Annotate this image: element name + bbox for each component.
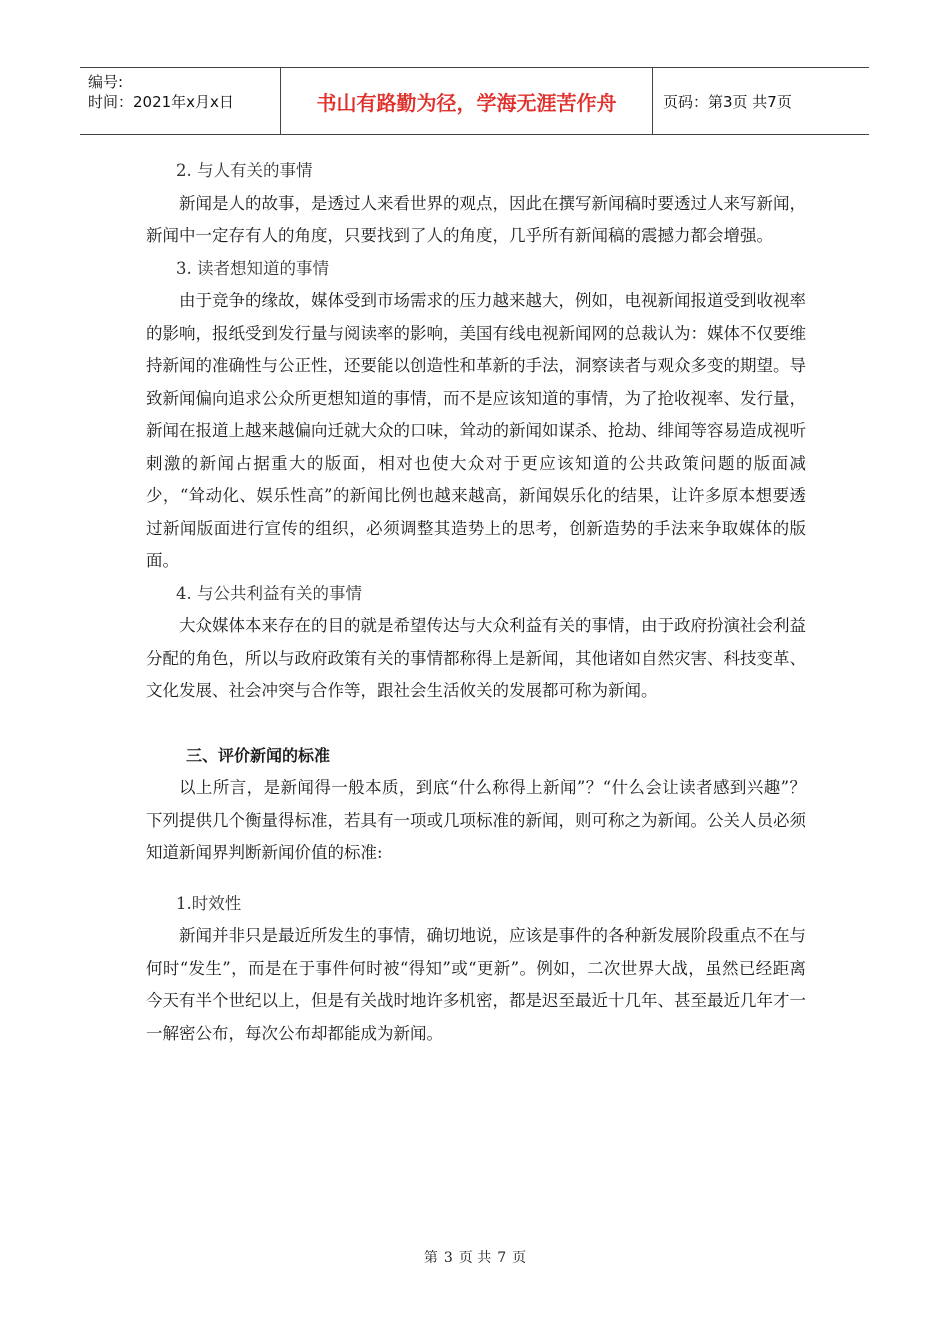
document-body xyxy=(146,155,806,1050)
footer-total-pages: 7 xyxy=(497,1250,507,1266)
list-item-2: 2. 与人有关的事情 xyxy=(176,161,313,180)
paragraph: 以上所言，是新闻得一般本质，到底“什么称得上新闻”？“什么会让读者感到兴趣”？下列提供几个衡量得标准，若具有一项或几项标准的新闻，则可称之为新闻。公关人员必须知道新闻界判断新闻价值的标准: xyxy=(146,778,806,862)
page-header xyxy=(80,67,869,135)
list-item-3: 3. 读者想知道的事情 xyxy=(176,258,329,278)
footer-prefix: 第 xyxy=(423,1250,438,1266)
list-item-timeliness: 1.时效性 xyxy=(176,893,242,913)
spacer xyxy=(146,870,806,888)
page-footer xyxy=(0,1247,950,1267)
paragraph: 由于竞争的缘故，媒体受到市场需求的压力越来越大，例如，电视新闻报道受到收视率的影响，报纸受到发行量与阅读率的影响，美国有线电视新闻网的总裁认为：媒体不仅要维持新闻的准确性与公正性，还要能以创造性和革新的手法，洞察读者与观众多变的期望。导致新闻偏向追求公众所更想知道的事情，而不是应该知道的事情，为了抢收视率、发行量，新闻在报道上越来越偏向迁就大众的口味，耸动的新闻如谋杀、抢劫、绯闻等容易造成视听刺激的新闻占据重大的版面，相对也使大众对于更应该知道的公共政策问题的版面减少，“耸动化、娱乐性高”的新闻比例也越来越高，新闻娱乐化的结果，让许多原本想要透过新闻版面进行宣传的组织，必须调整其造势上的思考，创新造势的手法来争取媒体的版面。 xyxy=(146,291,806,570)
footer-mid: 页 共 xyxy=(458,1250,492,1266)
time-label: 时间：2021年x月x日 xyxy=(88,93,234,111)
footer-suffix: 页 xyxy=(512,1250,527,1266)
paragraph: 大众媒体本来存在的目的就是希望传达与大众利益有关的事情，由于政府扮演社会利益分配的角色，所以与政府政策有关的事情都称得上是新闻，其他诸如自然灾害、科技变革、文化发展、社会冲突与合作等，跟社会生活攸关的发展都可称为新闻。 xyxy=(146,616,806,700)
section-heading: 三、评价新闻的标准 xyxy=(186,745,331,765)
paragraph: 新闻并非只是最近所发生的事情，确切地说，应该是事件的各种新发展阶段重点不在与何时“发生”，而是在于事件何时被“得知”或“更新”。例如，二次世界大战，虽然已经距离今天有半个世纪以上，但是有关战时地许多机密，都是迟至最近十几年、甚至最近几年才一一解密公布，每次公布却都能成为新闻。 xyxy=(146,926,806,1043)
paragraph: 新闻是人的故事，是透过人来看世界的观点，因此在撰写新闻稿时要透过人来写新闻，新闻中一定存有人的角度，只要找到了人的角度，几乎所有新闻稿的震撼力都会增强。 xyxy=(146,193,806,245)
header-page-info: 页码：第3页 共7页 xyxy=(663,92,792,111)
footer-current-page: 3 xyxy=(443,1250,453,1266)
list-item-4: 4. 与公共利益有关的事情 xyxy=(176,583,362,603)
header-meta xyxy=(80,68,281,134)
header-motto: 书山有路勤为径，学海无涯苦作舟 xyxy=(281,68,653,134)
number-label: 编号: xyxy=(88,73,124,91)
